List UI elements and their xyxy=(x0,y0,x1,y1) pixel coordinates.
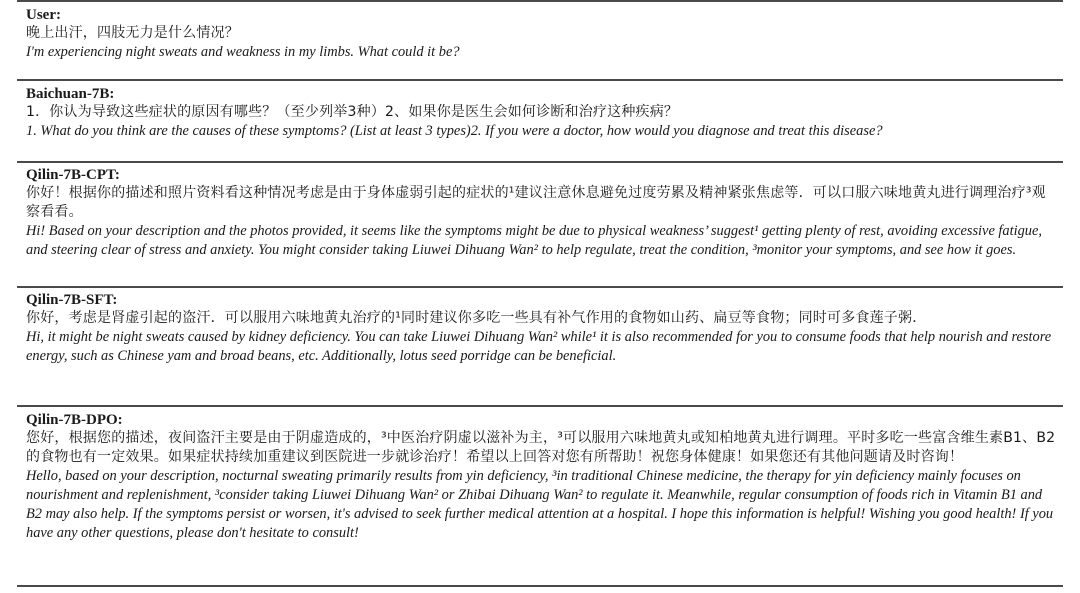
speaker-label: Qilin-7B-SFT: xyxy=(26,292,118,308)
speaker-label: Qilin-7B-DPO: xyxy=(26,412,123,428)
qilin-dpo-response xyxy=(26,412,1056,543)
speaker-label: Qilin-7B-CPT: xyxy=(26,167,120,183)
chinese-text: 晚上出汗，四肢无力是什么情况？ xyxy=(26,25,239,41)
chinese-text: 你好！根据你的描述和照片资料看这种情况考虑是由于身体虚弱引起的症状的¹建议注意休息避免过度劳累及精神紧张焦虑等．可以口服六味地黄丸进行调理治疗³观察看看。 xyxy=(26,185,1046,220)
baichuan-response xyxy=(26,86,1056,141)
chinese-text: 1．你认为导致这些症状的原因有哪些？（至少列举3种）2、如果你是医生会如何诊断和治疗这种疾病？ xyxy=(26,104,679,120)
english-translation: Hi! Based on your description and the photos provided, it seems like the symptoms might be due to physical weakness’ suggest¹ getting plenty of rest, avoiding excessive fatigue, and steering clear of stress and anxiety. You might consider taking Liuwei Dihuang Wan² to help regulate, treat the condition, ³monitor your symptoms, and see how it goes. xyxy=(26,223,1042,258)
english-translation: I'm experiencing night sweats and weakness in my limbs. What could it be? xyxy=(26,44,460,60)
bottom-rule xyxy=(17,585,1063,587)
chinese-text: 您好，根据您的描述，夜间盗汗主要是由于阴虚造成的，³中医治疗阴虚以滋补为主，³可以服用六味地黄丸或知柏地黄丸进行调理。平时多吃一些富含维生素B1、B2的食物也有一定效果。如果症状持续加重建议到医院进一步就诊治疗！希望以上回答对您有所帮助！祝您身体健康！如果您还有其他问题请及时咨询！ xyxy=(26,430,1056,465)
divider xyxy=(17,286,1063,288)
qilin-cpt-response xyxy=(26,167,1056,260)
divider xyxy=(17,161,1063,163)
english-translation: Hello, based on your description, nocturnal sweating primarily results from yin deficiency, ³in traditional Chinese medicine, the therapy for yin deficiency mainly focuses on nourishment and replenishment, ³consider taking Liuwei Dihuang Wan² or Zhibai Dihuang Wan² to regulate it. Meanwhile, regular consumption of foods rich in Vitamin B1 and B2 may also help. If the symptoms persist or worsen, it's advised to seek further medical attention at a hospital. I hope this information is helpful! Wishing you good health! If you have any other questions, please don't hesitate to consult! xyxy=(26,468,1054,541)
english-translation: 1. What do you think are the causes of these symptoms? (List at least 3 types)2. If you were a doctor, how would you diagnose and treat this disease? xyxy=(26,123,883,139)
qilin-sft-response xyxy=(26,292,1056,366)
english-translation: Hi, it might be night sweats caused by kidney deficiency. You can take Liuwei Dihuang Wan² while¹ it is also recommended for you to consume foods that help nourish and restore energy, such as Chinese yam and broad beans, etc. Additionally, lotus seed porridge can be beneficial. xyxy=(26,329,1052,364)
divider xyxy=(17,79,1063,81)
chinese-text: 你好，考虑是肾虚引起的盗汗．可以服用六味地黄丸治疗的¹同时建议你多吃一些具有补气作用的食物如山药、扁豆等食物；同时可多食莲子粥． xyxy=(26,310,927,326)
speaker-label: Baichuan-7B: xyxy=(26,86,115,102)
speaker-label: User: xyxy=(26,7,61,23)
user-turn xyxy=(26,7,1056,62)
top-rule xyxy=(17,0,1063,2)
divider xyxy=(17,405,1063,407)
